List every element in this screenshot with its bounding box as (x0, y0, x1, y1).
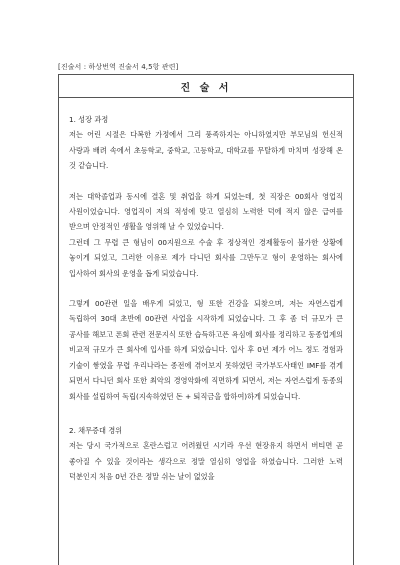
paragraph: 저는 당시 국가적으로 혼란스럽고 어려웠던 시기라 우선 현장유지 하면서 버티면 곧 좋아질 수 있을 것이라는 생각으로 정말 열심히 영업을 하였습니다. 그러한 노력 덕분인지 처음 0년 간은 정말 쉬는 날이 없었을 (69, 441, 343, 482)
reference-label: [진술서 : 하상번역 진술서 4,5항 관련] (58, 63, 179, 71)
section-heading-growth: 1. 성장 과정 (69, 115, 109, 124)
title-row (59, 75, 353, 98)
paragraph: 저는 대학졸업과 동시에 결혼 및 취업을 하게 되었는데, 첫 직장은 00회사 영업직 사원이었습니다. 영업직이 저의 적성에 맞고 열심히 노력한 덕에 적지 않은 급여를 받으며 안정적인 생활을 영위해 날 수 있었습니다. (69, 191, 343, 232)
paragraph: 저는 어린 시절은 다복한 가정에서 그리 풍족하지는 아니하였지만 부모님의 헌신적 사랑과 배려 속에서 초등학교, 중학교, 고등학교, 대학교를 무탈하게 마치며 성장해 온 것 같습니다. (69, 130, 343, 171)
paragraph: 그렇게 00관련 일을 배우게 되었고, 형 또한 건강을 되찾으며, 저는 자연스럽게 독립하여 30대 초반에 00관련 사업을 시작하게 되었습니다. 그 후 좀 더 규모가 큰 공사를 해보고 폰회 관련 전문지식 또한 습득하고픈 욕심에 회사를 정리하고 동종업계의 비교적 규모가 큰 회사에 입사를 하게 되었습니다. 입사 후 0년 제가 어느 정도 경험과 기술이 쌓였을 무렵 우리나라는 종전에 겪어보지 못하였던 국가부도사태인 IMF를 겪게 되면서 다니던 회사 또한 최악의 경영악화에 직면하게 되면서, 저는 자연스럽게 동종의 회사를 설립하여 독립(지속하였던 돈 + 퇴직금을 합하여)하게 되었습니다. (69, 299, 343, 401)
document-title: 진 술 서 (180, 82, 232, 94)
document-body (59, 98, 353, 485)
document-frame (58, 74, 354, 565)
paragraph: 그런데 그 무렵 큰 형님이 00지원으로 수술 후 정상적인 경제활동이 불가한 상황에 놓이게 되었고, 그러한 이유로 제가 다니던 회사를 그만두고 형이 운영하는 회사에 입사하여 회사의 운영을 돕게 되었습니다. (69, 237, 343, 278)
section-heading-debt: 2. 채무증대 경위 (69, 425, 123, 435)
